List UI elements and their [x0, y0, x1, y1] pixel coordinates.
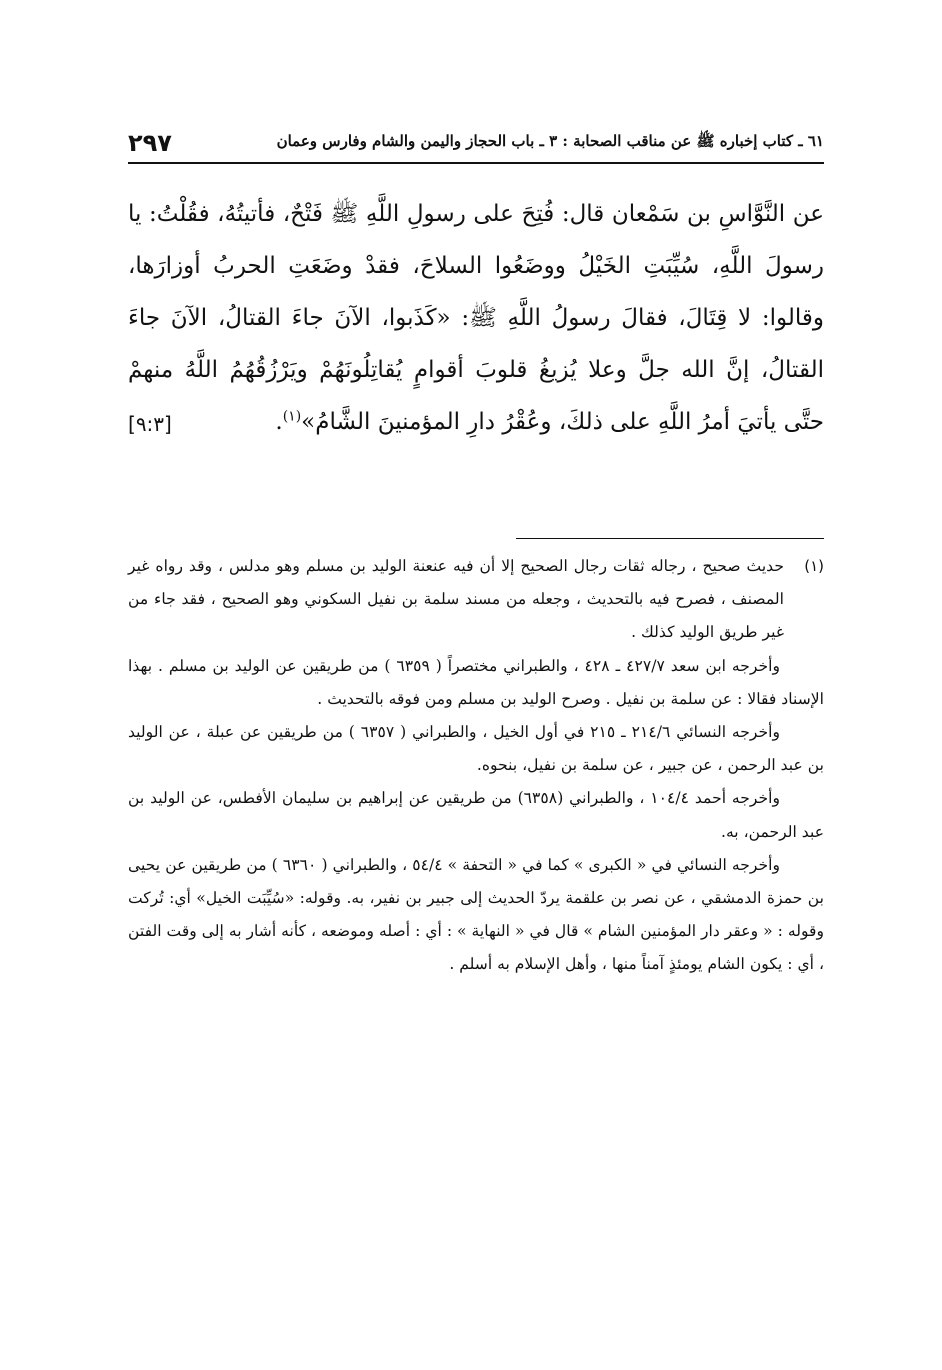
footnote-divider [516, 538, 824, 539]
hadith-text: عن النَّوَّاسِ بن سَمْعان قال: فُتِحَ على رسولِ اللَّهِ ﷺ فَتْحٌ، فأتيتُهُ، فقُلْتُ: يا رسولَ اللَّهِ، سُيِّبَتِ الخَيْلُ ووضَعُوا السلاحَ، فقدْ وضَعَتِ الحربُ أوزارَها، وقالوا: لا قِتَالَ، فقالَ رسولُ اللَّهِ ﷺ: «كَذَبوا، الآنَ جاءَ القتالُ، الآنَ جاءَ القتالُ، إنَّ الله جلَّ وعلا يُزيغُ قلوبَ أقوامٍ يُقاتِلُونَهُمْ ويَرْزُقُهُمُ اللَّهُ منهمْ حتَّى يأتيَ أمرُ اللَّهِ على ذلكَ، وعُقْرُ دارِ المؤمنينَ الشَّامُ» [128, 201, 824, 435]
hadith-text-block [128, 188, 824, 450]
footnote-1 [128, 550, 824, 650]
book-page [128, 118, 824, 1318]
footnote-number: (١) [804, 557, 824, 575]
running-header [128, 128, 824, 158]
footnote-paragraph-3: وأخرجه النسائي ٢١٤/٦ ـ ٢١٥ في أول الخيل ، والطبراني ( ٦٣٥٧ ) من طريقين عن عبلة ، عن الوليد بن عبد الرحمن ، عن جبير ، عن سلمة بن نفيل، بنحوه. [128, 723, 824, 775]
hadith-end-punctuation: . [275, 409, 283, 435]
hadith-reference: [٩:٣] [128, 412, 172, 436]
footnotes-section [128, 550, 824, 982]
footnote-paragraph-5: وأخرجه النسائي في « الكبرى » كما في « التحفة » ٥٤/٤ ، والطبراني ( ٦٣٦٠ ) من طريقين عن يحيى بن حمزة الدمشقي ، عن نصر بن علقمة يردّ الحديث إلى جبير بن نفير، به. وقوله: «سُيِّبَت الخيل» أي: تُركت وقوله : « وعقر دار المؤمنين الشام » قال في « النهاية » : أي : أصله وموضعه ، كأنه أشار به إلى وقت الفتن ، أي : يكون الشام يومئذٍ آمناً منها ، وأهل الإسلام به أسلم . [128, 855, 824, 974]
chapter-title: ٦١ ـ كتاب إخباره ﷺ عن مناقب الصحابة : ٣ ـ باب الحجاز واليمن والشام وفارس وعمان [276, 132, 824, 150]
footnote-paragraph-2: وأخرجه ابن سعد ٤٢٧/٧ ـ ٤٢٨ ، والطبراني مختصراً ( ٦٣٥٩ ) من طريقين عن الوليد بن مسلم . بهذا الإسناد فقالا : عن سلمة بن نفيل . وصرح الوليد بن مسلم ومن فوقه بالتحديث . [128, 656, 824, 708]
footnote-paragraph-4: وأخرجه أحمد ١٠٤/٤ ، والطبراني (٦٣٥٨) من طريقين عن إبراهيم بن سليمان الأفطس، عن الوليد بن عبد الرحمن، به. [128, 789, 824, 841]
page-number: ٢٩٧ [128, 129, 172, 157]
footnote-paragraph-1: حديث صحيح ، رجاله ثقات رجال الصحيح إلا أن فيه عنعنة الوليد بن مسلم وهو مدلس ، وقد رواه غير المصنف ، فصرح فيه بالتحديث ، وجعله من مسند سلمة بن نفيل السكوني وهو الصحيح ، فقد جاء من غير طريق الوليد كذلك . [128, 557, 784, 642]
footnote-marker: (١) [282, 408, 302, 425]
header-divider [128, 162, 824, 164]
